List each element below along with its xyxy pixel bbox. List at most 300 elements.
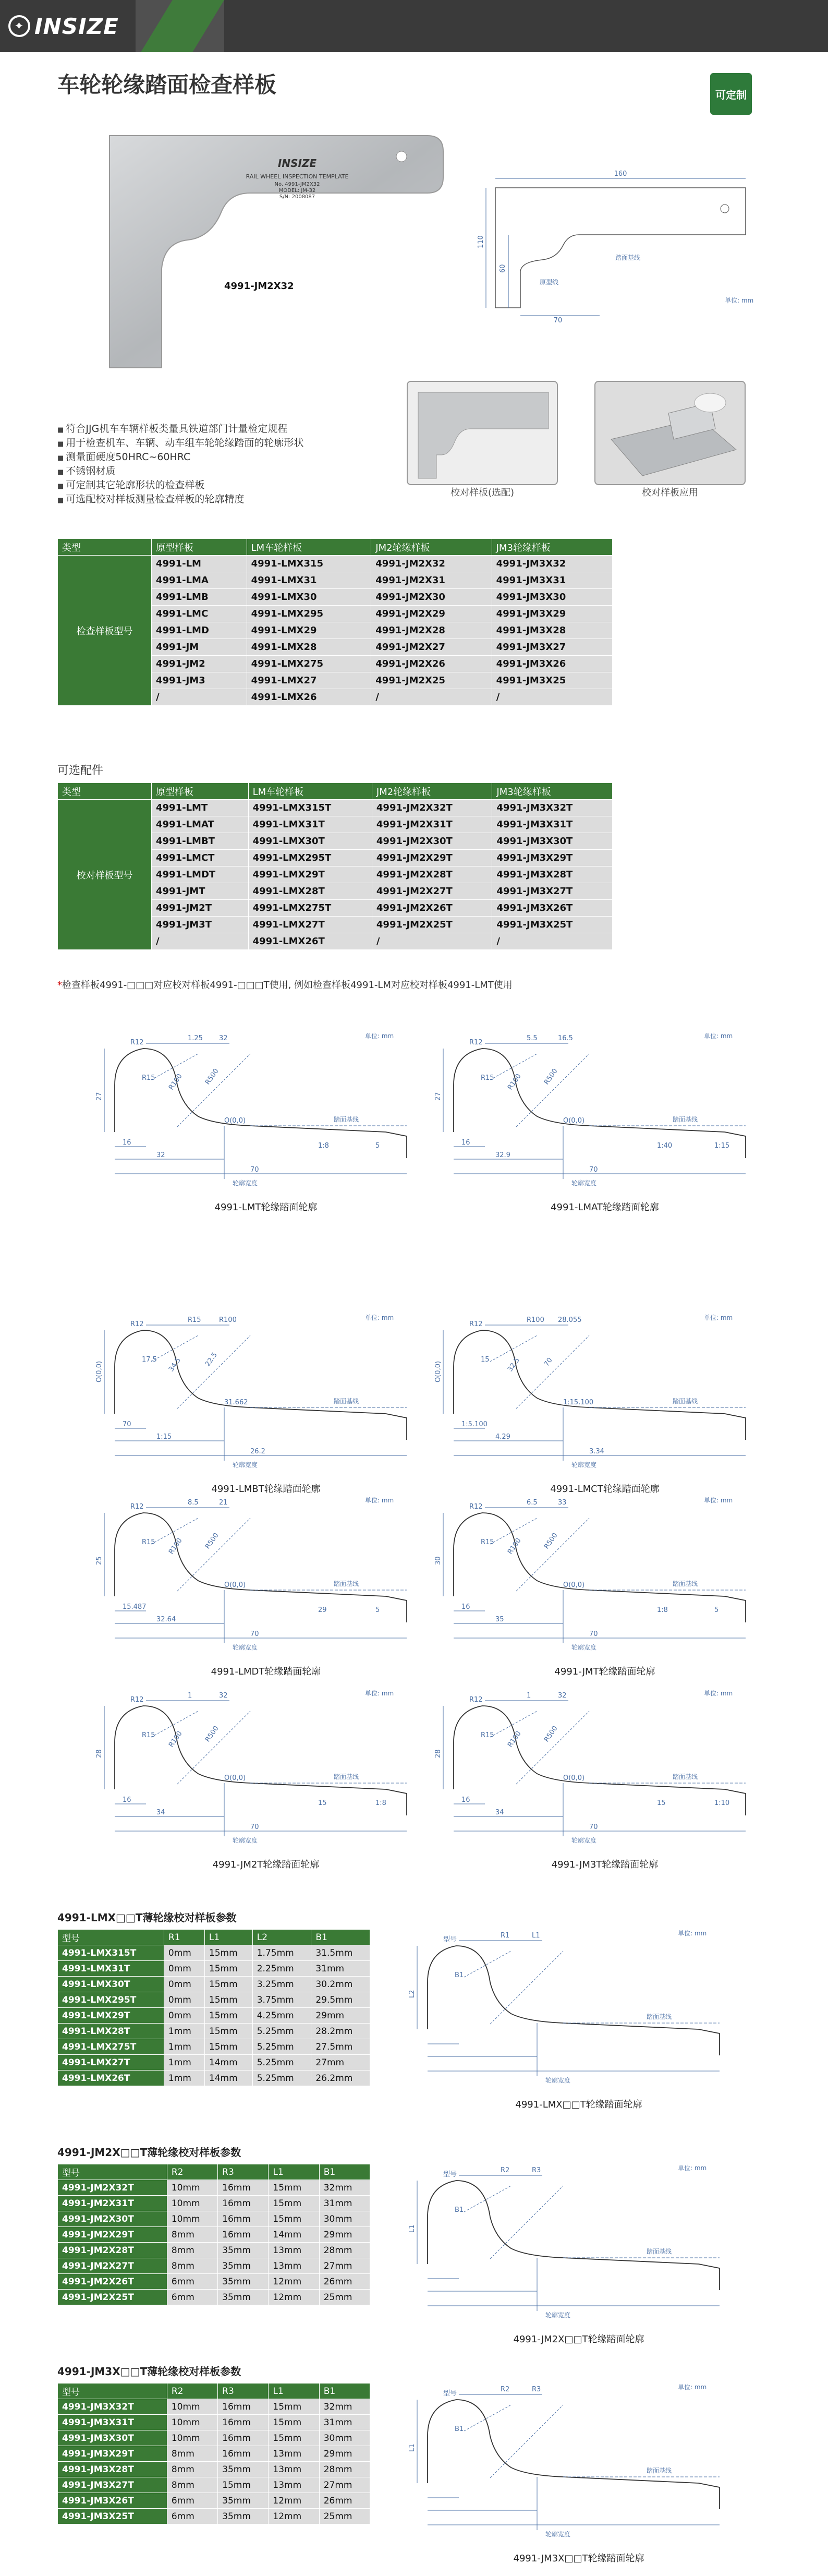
table-cell: 4991-JM2X29 [371, 606, 492, 622]
table-cell: 14mm [204, 2055, 252, 2071]
table-row [58, 800, 613, 816]
table-cell: 6mm [167, 2290, 217, 2305]
dimension-label: 型号 [443, 2171, 457, 2178]
table-cell: 2.25mm [252, 1961, 311, 1977]
dimension-label: R12 [469, 1696, 483, 1704]
profile-caption: 4991-LMDT轮缘踏面轮廓 [211, 1666, 321, 1677]
column-header: 原型样板 [152, 783, 249, 800]
table-cell: 4991-JM2X28T [372, 866, 492, 883]
dimension-label: R15 [142, 1074, 155, 1082]
table-cell: 4991-JM2X27 [371, 639, 492, 656]
param-profile-drawing [407, 2154, 751, 2353]
table-cell: 6mm [167, 2509, 217, 2524]
group-label: 检查样板型号 [58, 556, 152, 706]
table-cell: 6mm [167, 2493, 217, 2509]
tread-baseline-label: 踏面基线 [647, 2013, 672, 2020]
profile-outline [115, 1049, 407, 1158]
table-cell: 4991-JM3X26T [492, 900, 613, 917]
table-cell: 6mm [167, 2274, 217, 2290]
dimension-label: 16 [461, 1603, 470, 1611]
profile-caption: 4991-JM3T轮缘踏面轮廓 [551, 1859, 659, 1870]
brand-logo[interactable] [8, 13, 144, 40]
table-cell: 8mm [167, 2477, 217, 2493]
template-dimension-drawing [477, 167, 772, 324]
dimension-label: L2 [408, 1990, 416, 1998]
profile-outline [428, 1946, 720, 2055]
table-cell: 4991-LMX29T [58, 2008, 164, 2024]
dimension-label: 21 [219, 1499, 228, 1507]
table-cell: 14mm [204, 2071, 252, 2086]
column-header: L1 [269, 2384, 319, 2399]
profile-width-label: 轮廓宽度 [232, 1837, 258, 1844]
dimension-label: R12 [130, 1039, 144, 1046]
table-cell: 4991-LMB [152, 589, 247, 606]
table-cell: 4991-JM3X28 [492, 622, 612, 639]
table-cell: 4991-JM2X28T [58, 2243, 167, 2258]
table-cell: 4991-JM3X27T [492, 883, 613, 900]
dimension-label: B1 [455, 2206, 464, 2214]
table-cell: 4991-JM2X30 [371, 589, 492, 606]
template-plate-shape [109, 136, 443, 368]
dimension-label: 型号 [443, 2390, 457, 2398]
unit-label: 单位: mm [365, 1497, 394, 1504]
dimension-label: 29 [318, 1606, 327, 1614]
dimension-label: 15 [657, 1799, 666, 1807]
table-cell: 4991-LMX26T [58, 2071, 164, 2086]
table-row [58, 2227, 370, 2243]
profile-outline [428, 2181, 720, 2290]
table-cell: 4991-JM2X32 [371, 556, 492, 572]
dimension-label: 70 [589, 1823, 598, 1831]
table-cell: 4991-LMX30 [247, 589, 371, 606]
dimension-label: 1:5.100 [461, 1421, 488, 1428]
dimension-label: 4.29 [495, 1433, 510, 1441]
wheel-profile-drawing [433, 1022, 777, 1221]
dimension-label: 70 [589, 1630, 598, 1638]
profile-caption: 4991-LMT轮缘踏面轮廓 [214, 1202, 318, 1213]
table-cell: 4991-JM2X28 [371, 622, 492, 639]
unit-label: 单位: mm [678, 1930, 707, 1937]
table-cell: 4.25mm [252, 2008, 311, 2024]
table-cell: 16mm [218, 2211, 269, 2227]
dimension-label: 32.64 [156, 1616, 176, 1623]
table-cell: 13mm [269, 2462, 319, 2477]
profile-caption: 4991-JM2T轮缘踏面轮廓 [212, 1859, 320, 1870]
table-cell: 10mm [167, 2180, 217, 2196]
table-cell: 4991-JM3X27T [58, 2477, 167, 2493]
table-cell: 8mm [167, 2243, 217, 2258]
tread-baseline-label: 踏面基线 [334, 1773, 359, 1780]
table-cell: 4991-LMX28T [58, 2024, 164, 2039]
profile-width-label: 轮廓宽度 [545, 2077, 571, 2084]
table-cell: 4991-JM2X30T [372, 833, 492, 850]
table-header-row [58, 539, 613, 556]
table-cell: 31mm [319, 2196, 370, 2211]
dimension-label: R100 [506, 1729, 523, 1749]
dimension-label: 6.5 [527, 1499, 538, 1507]
table-cell: 29.5mm [311, 1992, 370, 2008]
table-cell: 12mm [269, 2274, 319, 2290]
dimension-label: R15 [142, 1538, 155, 1546]
table-cell: 1mm [164, 2055, 204, 2071]
dimension-label: 5.5 [527, 1034, 538, 1042]
table-row [58, 556, 613, 572]
table-cell: 4991-LMX275T [58, 2039, 164, 2055]
tread-baseline-label: 踏面基线 [334, 1116, 359, 1123]
feature-item: ■ 符合JJG机车车辆样板类量具铁道部门计量检定规程 [57, 423, 303, 437]
table-cell: 4991-JM2X29T [372, 850, 492, 866]
profile-width-label: 轮廓宽度 [571, 1461, 597, 1468]
profile-outline [454, 1330, 746, 1440]
dimension-label: R2 [501, 2166, 510, 2174]
dimension-label: 15 [481, 1356, 490, 1364]
dimension-label: 34 [495, 1809, 504, 1816]
dimension-label: R12 [130, 1696, 144, 1704]
tread-baseline-label: 踏面基线 [334, 1580, 359, 1587]
table-header-row [58, 2384, 370, 2399]
wheel-profile-svg [407, 2374, 751, 2551]
table-cell: 4991-JM3X25T [58, 2509, 167, 2524]
dimension-label: 5 [375, 1142, 380, 1150]
dimension-label: R15 [188, 1316, 201, 1324]
tread-baseline-label: 踏面基线 [673, 1398, 698, 1405]
dimension-label: R500 [542, 1724, 559, 1744]
dimension-label: 型号 [443, 1936, 457, 1944]
wheel-profile-drawing [94, 1022, 438, 1221]
table-cell: 4991-LMX275 [247, 656, 371, 672]
dimension-label: 22.5 [203, 1351, 219, 1368]
table-cell: 4991-LMT [152, 800, 249, 816]
dimension-label: 70 [589, 1166, 598, 1174]
dimension-label: R15 [481, 1074, 494, 1082]
wheel-profile-drawing [94, 1487, 438, 1685]
template-code: 4991-JM2X32 [224, 281, 294, 292]
dimension-label: R500 [542, 1531, 559, 1551]
template-line: RAIL WHEEL INSPECTION TEMPLATE [246, 173, 349, 180]
column-header: 型号 [58, 2384, 167, 2399]
dimension-label: 16 [461, 1139, 470, 1147]
table-cell: 4991-JM3T [152, 917, 249, 933]
table-cell: 29mm [311, 2008, 370, 2024]
table-cell: 4991-LMA [152, 572, 247, 589]
param-table [57, 2164, 370, 2305]
table-cell: 4991-LM [152, 556, 247, 572]
dimension-label: 1:40 [657, 1142, 673, 1150]
profile-width-label: 轮廓宽度 [232, 1461, 258, 1468]
table-cell: 4991-LMX27T [248, 917, 372, 933]
feature-item: ■ 可定制其它轮廓形状的检查样板 [57, 479, 303, 493]
table-cell: 4991-LMX315 [247, 556, 371, 572]
dimension-label: R100 [167, 1729, 184, 1749]
profile-outline [115, 1706, 407, 1815]
table-row [58, 2415, 370, 2430]
feature-list [57, 423, 303, 507]
table-cell: 4991-JM3X29T [492, 850, 613, 866]
table-cell: 15mm [204, 1961, 252, 1977]
profile-outline [454, 1706, 746, 1815]
dimension-label: R500 [203, 1531, 221, 1551]
tread-baseline-label: 踏面基线 [647, 2467, 672, 2474]
template-line: MODEL: JM-32 [278, 188, 316, 194]
unit-label: 单位: mm [365, 1032, 394, 1040]
table-cell: 4991-LMX295 [247, 606, 371, 622]
profile-outline [454, 1049, 746, 1158]
table-cell: 12mm [269, 2493, 319, 2509]
table-cell: 35mm [218, 2462, 269, 2477]
table-cell: 15mm [204, 1977, 252, 1992]
dimension-label: 17.5 [142, 1356, 157, 1364]
model-table [57, 538, 613, 706]
table-cell: 1.75mm [252, 1945, 311, 1961]
table-cell: 27.5mm [311, 2039, 370, 2055]
dimension-label: 35 [495, 1616, 504, 1623]
table-row [58, 1992, 370, 2008]
table-cell: 35mm [218, 2509, 269, 2524]
dimension-label: 1:15.100 [563, 1399, 594, 1406]
dimension-label: 28 [95, 1749, 103, 1758]
table-cell: 4991-LMX30T [58, 1977, 164, 1992]
page-header [0, 0, 828, 52]
column-header: LM车轮样板 [248, 783, 372, 800]
table-cell: 35mm [218, 2274, 269, 2290]
dimension-label: 1 [527, 1692, 531, 1700]
table-cell: 16mm [218, 2180, 269, 2196]
table-cell: 1mm [164, 2024, 204, 2039]
table-cell: 4991-JM3X25 [492, 672, 612, 689]
tread-baseline-label: 踏面基线 [673, 1116, 698, 1123]
table-row [58, 2243, 370, 2258]
dimension-label: 5 [375, 1606, 380, 1614]
wheel-profile-svg [433, 1304, 777, 1482]
table-cell: 28mm [319, 2462, 370, 2477]
table-cell: 4991-JM3X31T [58, 2415, 167, 2430]
unit-label: 单位: mm [704, 1032, 733, 1040]
table-cell: 10mm [167, 2415, 217, 2430]
tread-baseline-label: 踏面基线 [673, 1580, 698, 1587]
table-cell: 4991-LMX315T [248, 800, 372, 816]
column-header: R2 [167, 2164, 217, 2180]
profile-width-label: 轮廓宽度 [545, 2312, 571, 2319]
table-cell: 5.25mm [252, 2055, 311, 2071]
table-cell: 4991-JM3X30T [492, 833, 613, 850]
table-cell: 4991-JM2X26T [58, 2274, 167, 2290]
table-cell: 15mm [269, 2399, 319, 2415]
table-row [58, 2180, 370, 2196]
table-cell: 4991-JM3X30 [492, 589, 612, 606]
dimension-label: 32 [558, 1692, 567, 1700]
dimension-label: O(0,0) [563, 1117, 585, 1125]
dimension-label: R15 [142, 1731, 155, 1739]
table-cell: 15mm [269, 2430, 319, 2446]
dimension-label: 15 [318, 1799, 327, 1807]
table-row [58, 2071, 370, 2086]
table-cell: 15mm [269, 2180, 319, 2196]
profile-width-label: 轮廓宽度 [571, 1837, 597, 1844]
dimension-label: 32 [219, 1034, 228, 1042]
table-cell: 8mm [167, 2227, 217, 2243]
feature-item: ■ 不锈钢材质 [57, 465, 303, 479]
wheel-profile-drawing [94, 1304, 438, 1502]
table-cell: 13mm [269, 2477, 319, 2493]
dimension-label: R15 [481, 1731, 494, 1739]
table-row [58, 2493, 370, 2509]
dimension-label: R100 [167, 1072, 184, 1092]
table-cell: / [492, 689, 612, 706]
column-header: 类型 [58, 539, 152, 556]
dimension-label: R12 [469, 1320, 483, 1328]
template-hole [396, 151, 407, 162]
table-cell: 4991-JM3X25T [492, 917, 613, 933]
wheel-profile-drawing [433, 1680, 777, 1878]
table-cell: 35mm [218, 2493, 269, 2509]
dimension-label: R12 [469, 1503, 483, 1511]
dimension-label: 16 [123, 1796, 131, 1804]
table-cell: 4991-LMC [152, 606, 247, 622]
dim-height: 110 [477, 235, 485, 248]
table-row [58, 2274, 370, 2290]
dimension-label: 33 [558, 1499, 567, 1507]
table-cell: 4991-LMBT [152, 833, 249, 850]
profile-outline [454, 1513, 746, 1622]
table-cell: 25mm [319, 2290, 370, 2305]
table-cell: 27mm [311, 2055, 370, 2071]
table-cell: 0mm [164, 1977, 204, 1992]
table-cell: 31mm [319, 2415, 370, 2430]
table-cell: 0mm [164, 2008, 204, 2024]
table-row [58, 2196, 370, 2211]
dimension-label: O(0,0) [563, 1774, 585, 1782]
tread-baseline-label: 踏面基线 [334, 1398, 359, 1405]
template-brand: INSIZE [277, 157, 317, 170]
table-cell: 4991-LMX31T [58, 1961, 164, 1977]
table-cell: / [152, 933, 249, 950]
table-cell: 15mm [269, 2415, 319, 2430]
table-cell: 4991-JM2X31T [372, 816, 492, 833]
table-cell: 30mm [319, 2430, 370, 2446]
table-cell: 4991-LMX31 [247, 572, 371, 589]
profile-width-label: 轮廓宽度 [571, 1179, 597, 1187]
table-cell: 4991-JM2X32T [372, 800, 492, 816]
profile-caption: 4991-LMX□□T轮缘踏面轮廓 [515, 2099, 642, 2110]
dim-70: 70 [553, 317, 563, 324]
table-cell: 31mm [311, 1961, 370, 1977]
dimension-label: 27 [95, 1092, 103, 1101]
table-cell: 4991-JM [152, 639, 247, 656]
table-cell: 35mm [218, 2258, 269, 2274]
table-cell: 4991-JMT [152, 883, 249, 900]
table-cell: 8mm [167, 2462, 217, 2477]
table-cell: 4991-JM2X25T [58, 2290, 167, 2305]
column-header: R3 [218, 2164, 269, 2180]
brand-name: INSIZE [34, 13, 119, 39]
dimension-label: 32 [219, 1692, 228, 1700]
brand-mark-icon: ✦ [8, 15, 30, 37]
tread-baseline-label: 踏面基线 [673, 1773, 698, 1780]
table-cell: 32mm [319, 2399, 370, 2415]
table-cell: / [492, 933, 613, 950]
table-cell: 10mm [167, 2430, 217, 2446]
dimension-label: 32 [156, 1151, 165, 1159]
optional-label: 可选配件 [57, 764, 104, 777]
table-cell: 10mm [167, 2196, 217, 2211]
table-cell: 13mm [269, 2258, 319, 2274]
dimension-label: 70 [123, 1421, 131, 1428]
table-cell: 16mm [218, 2399, 269, 2415]
column-header: B1 [319, 2164, 370, 2180]
table-header-row [58, 783, 613, 800]
table-cell: 29mm [319, 2446, 370, 2462]
table-cell: 15mm [269, 2211, 319, 2227]
table-cell: 5.25mm [252, 2024, 311, 2039]
unit-label: 单位: mm [704, 1690, 733, 1697]
table-row [58, 2258, 370, 2274]
dimension-label: R12 [130, 1320, 144, 1328]
unit-label: 单位: mm [678, 2384, 707, 2391]
table-cell: 4991-LMX28 [247, 639, 371, 656]
table-cell: 16mm [218, 2446, 269, 2462]
calibration-model-table [57, 783, 613, 950]
wheel-profile-svg [94, 1680, 438, 1857]
wheel-profile-svg [407, 2154, 751, 2332]
dimension-label: O(0,0) [224, 1117, 246, 1125]
photo-caption: 校对样板(选配) [450, 487, 515, 498]
param-table-title: 4991-JM3X□□T薄轮缘校对样板参数 [57, 2365, 241, 2378]
dimension-label: R15 [481, 1538, 494, 1546]
table-header-row [58, 2164, 370, 2180]
usage-note [57, 978, 513, 991]
table-cell: 31.5mm [311, 1945, 370, 1961]
table-cell: 26mm [319, 2274, 370, 2290]
dimension-label: 25 [95, 1556, 103, 1565]
group-label: 校对样板型号 [58, 800, 152, 950]
table-cell: 4991-LMX27 [247, 672, 371, 689]
dimension-label: 30 [434, 1556, 442, 1565]
dimension-label: 70 [542, 1356, 554, 1368]
table-cell: 27mm [319, 2258, 370, 2274]
wheel-profile-svg [407, 1920, 751, 2097]
table-row [58, 2290, 370, 2305]
profile-caption: 4991-LMCT轮缘踏面轮廓 [550, 1484, 660, 1495]
table-row [58, 2008, 370, 2024]
table-row [58, 2462, 370, 2477]
wheel-profile-svg [433, 1487, 777, 1664]
dimension-label: 8.5 [188, 1499, 199, 1507]
feature-item: ■ 可选配校对样板测量检查样板的轮廓精度 [57, 493, 303, 507]
dimension-label: 70 [250, 1630, 259, 1638]
table-header-row [58, 1930, 370, 1945]
table-cell: 0mm [164, 1961, 204, 1977]
table-cell: 35mm [218, 2243, 269, 2258]
dimension-label: R500 [542, 1067, 559, 1087]
table-cell: 4991-JM2X32T [58, 2180, 167, 2196]
table-cell: 26.2mm [311, 2071, 370, 2086]
profile-outline [115, 1330, 407, 1440]
table-cell: 13mm [269, 2243, 319, 2258]
table-cell: 4991-JM3X32 [492, 556, 612, 572]
dimension-label: 27 [434, 1092, 442, 1101]
table-cell: 10mm [167, 2399, 217, 2415]
table-cell: 4991-JM3X29 [492, 606, 612, 622]
dimension-label: 70 [250, 1823, 259, 1831]
table-row [58, 2430, 370, 2446]
calibration-application-photo [594, 381, 746, 485]
wheel-profile-svg [433, 1680, 777, 1857]
dimension-label: 34 [156, 1809, 165, 1816]
unit-label: 单位: mm [704, 1314, 733, 1321]
table-row [58, 1977, 370, 1992]
customizable-button[interactable]: 可定制 [710, 73, 752, 115]
dimension-label: O(0,0) [95, 1361, 103, 1382]
